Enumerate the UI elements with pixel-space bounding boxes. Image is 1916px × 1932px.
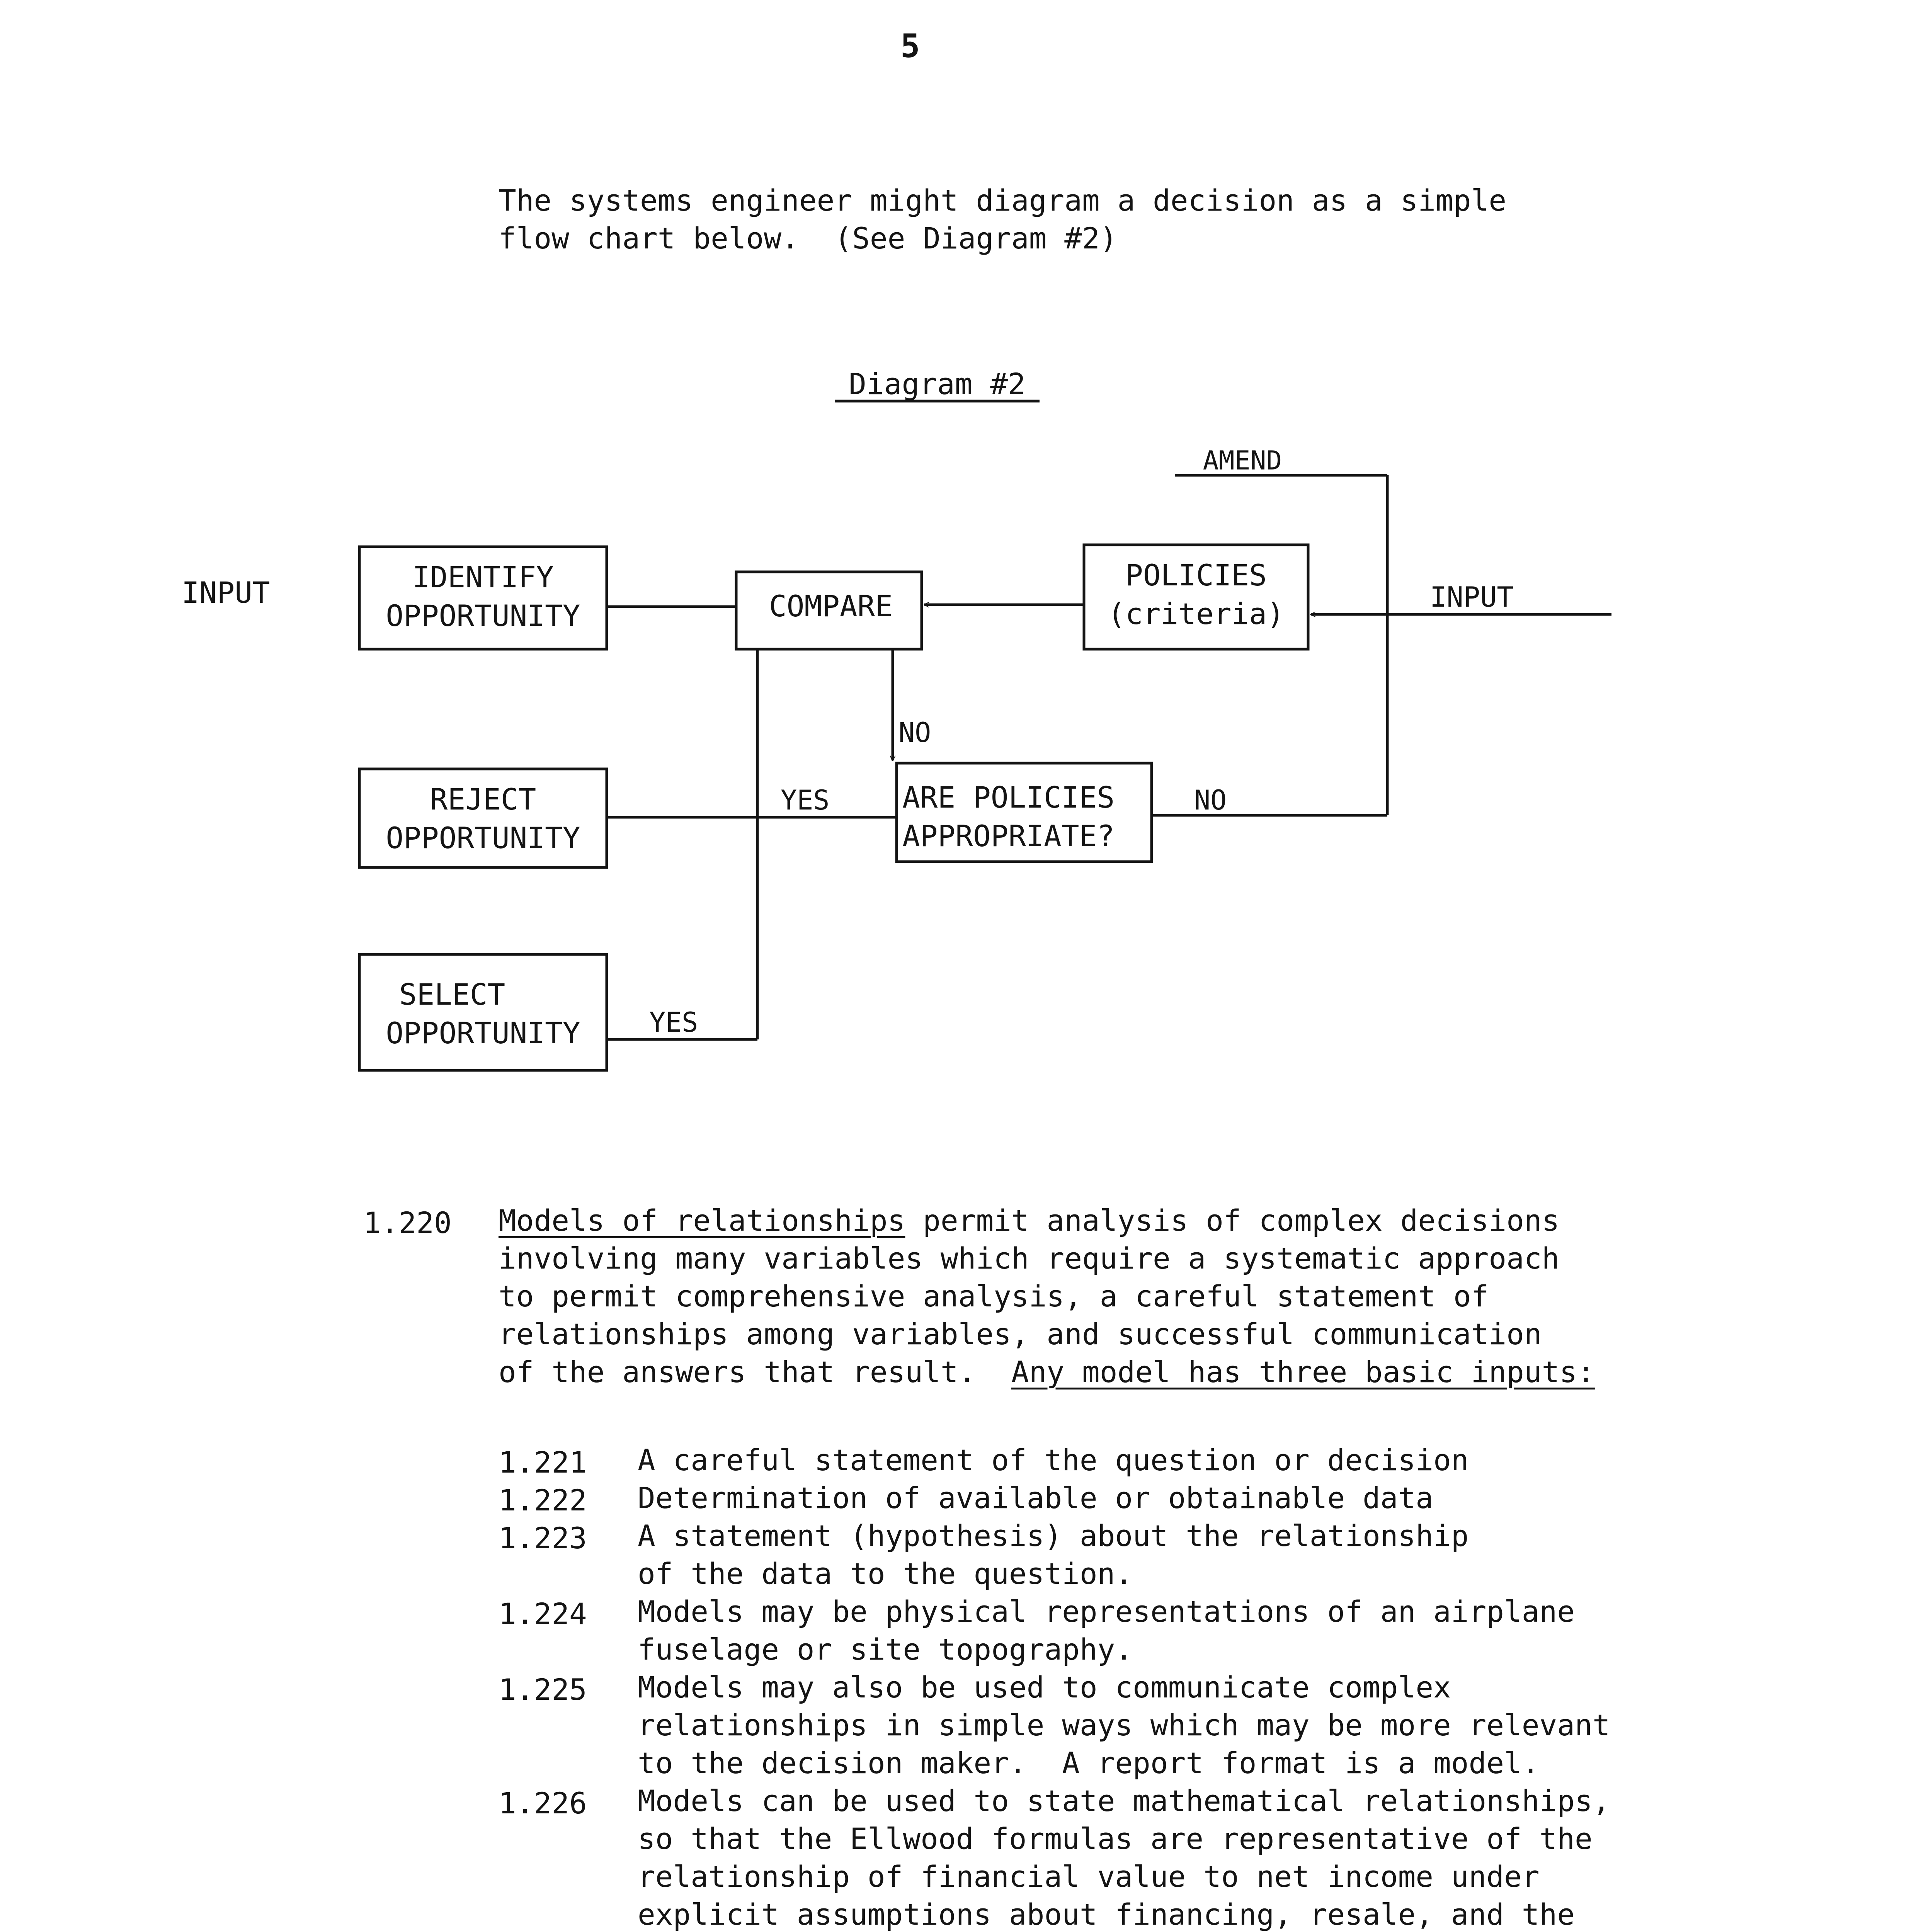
item-1226-number: 1.226 bbox=[499, 1786, 587, 1820]
identify-label-line-2: OPPORTUNITY bbox=[386, 599, 580, 633]
select-label-line-1: SELECT bbox=[399, 977, 505, 1012]
policies-label-line-2: (criteria) bbox=[1108, 597, 1285, 631]
select-opportunity-box bbox=[359, 954, 607, 1070]
section-1220-number: 1.220 bbox=[363, 1206, 452, 1240]
item-1225-number: 1.225 bbox=[499, 1672, 587, 1707]
intro-line-1: The systems engineer might diagram a decision as a simple bbox=[499, 183, 1507, 218]
no-down-label: NO bbox=[898, 717, 931, 748]
compare-label: COMPARE bbox=[769, 589, 893, 623]
appropriate-label-line-1: ARE POLICIES bbox=[902, 780, 1115, 815]
section-1220-heading: Models of relationships bbox=[499, 1203, 905, 1238]
item-1221-text: A careful statement of the question or decision bbox=[638, 1443, 1469, 1477]
item-1223-number: 1.223 bbox=[499, 1521, 587, 1555]
yes-mid-label: YES bbox=[781, 784, 830, 816]
select-label-line-2: OPPORTUNITY bbox=[386, 1016, 580, 1050]
item-1221-number: 1.221 bbox=[499, 1445, 587, 1480]
three-basic-inputs-underlined: Any model has three basic inputs: bbox=[1011, 1355, 1595, 1389]
input-right-label: INPUT bbox=[1430, 581, 1514, 613]
no-right-label: NO bbox=[1194, 784, 1227, 816]
diagram-title: Diagram #2 bbox=[849, 367, 1026, 401]
appropriate-label-line-2: APPROPRIATE? bbox=[902, 819, 1115, 853]
item-1224-number: 1.224 bbox=[499, 1597, 587, 1631]
yes-bottom-label: YES bbox=[649, 1007, 698, 1038]
page-number: 5 bbox=[900, 27, 920, 65]
item-1225-text: Models may also be used to communicate complex relationships in simple ways which may be more relevant to the decision maker. A report format is a model. bbox=[638, 1670, 1610, 1780]
item-1226-text: Models can be used to state mathematical relationships, so that the Ellwood formulas are representative of the relationship of financial value to net income under explicit assumptions about financing, resale, and the bbox=[638, 1784, 1610, 1932]
item-1223-text: A statement (hypothesis) about the relationship of the data to the question. bbox=[638, 1519, 1469, 1591]
intro-line-2: flow chart below. (See Diagram #2) bbox=[499, 221, 1118, 255]
identify-label-line-1: IDENTIFY bbox=[412, 560, 554, 594]
section-1220-text: Models of relationships permit analysis of complex decisions involving many variables which require a systematic approach to permit comprehensive analysis, a careful statement of relationships among variables, and successful communication of the answers that result. Any model has three basic inputs: bbox=[499, 1203, 1595, 1389]
item-1224-text: Models may be physical representations of an airplane fuselage or site topography. bbox=[638, 1594, 1575, 1667]
policies-label-line-1: POLICIES bbox=[1125, 558, 1267, 592]
intro-paragraph bbox=[499, 182, 1506, 257]
reject-label-line-2: OPPORTUNITY bbox=[386, 821, 580, 855]
flow-chart-diagram bbox=[0, 348, 1916, 1101]
item-1222-number: 1.222 bbox=[499, 1483, 587, 1517]
input-left-label: INPUT bbox=[182, 575, 270, 610]
amend-label: AMEND bbox=[1203, 446, 1282, 476]
reject-label-line-1: REJECT bbox=[430, 782, 536, 816]
item-1222-text: Determination of available or obtainable data bbox=[638, 1481, 1434, 1515]
